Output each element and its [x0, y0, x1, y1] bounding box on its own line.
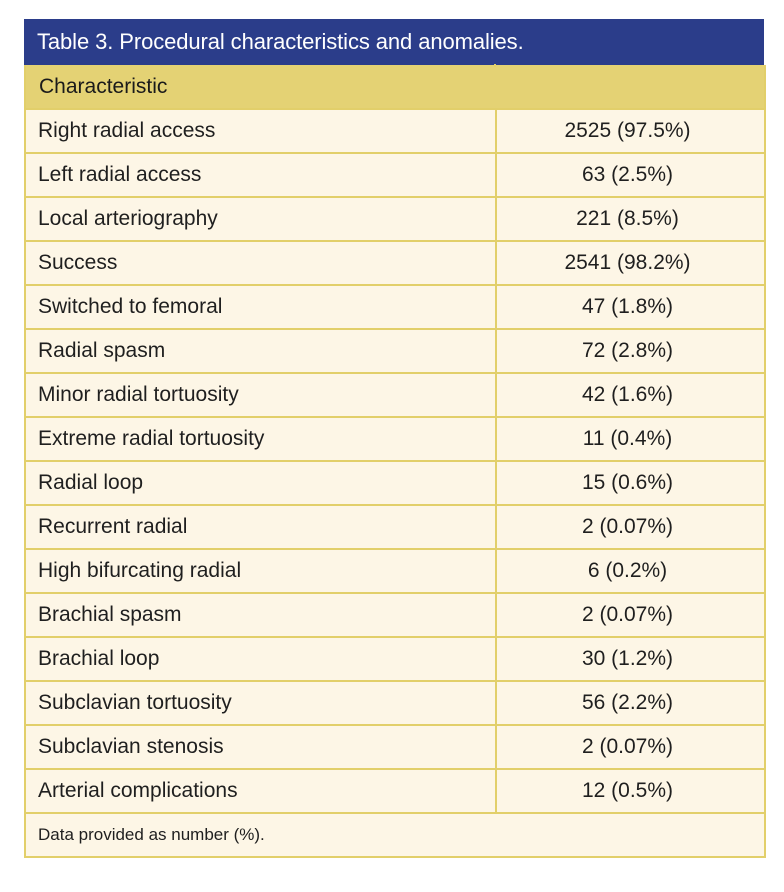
- row-value: 2 (0.07%): [496, 725, 765, 769]
- row-label: Right radial access: [25, 109, 496, 153]
- row-value: 6 (0.2%): [496, 549, 765, 593]
- table-row: [25, 417, 765, 461]
- row-value: 2 (0.07%): [496, 505, 765, 549]
- table-title: Table 3. Procedural characteristics and anomalies.: [37, 29, 524, 54]
- row-label: Brachial loop: [25, 637, 496, 681]
- table-row: [25, 461, 765, 505]
- row-label: Left radial access: [25, 153, 496, 197]
- row-label: Success: [25, 241, 496, 285]
- row-label: Local arteriography: [25, 197, 496, 241]
- row-label: High bifurcating radial: [25, 549, 496, 593]
- table-row: [25, 725, 765, 769]
- row-value: 2541 (98.2%): [496, 241, 765, 285]
- row-label: Switched to femoral: [25, 285, 496, 329]
- table-row: [25, 637, 765, 681]
- row-label: Radial spasm: [25, 329, 496, 373]
- table-row: [25, 505, 765, 549]
- table-row: [25, 681, 765, 725]
- row-value: 15 (0.6%): [496, 461, 765, 505]
- row-label: Extreme radial tortuosity: [25, 417, 496, 461]
- row-value: 72 (2.8%): [496, 329, 765, 373]
- row-label: Minor radial tortuosity: [25, 373, 496, 417]
- table-row: [25, 549, 765, 593]
- row-value: 12 (0.5%): [496, 769, 765, 813]
- row-value: 63 (2.5%): [496, 153, 765, 197]
- footnote-row: [25, 813, 765, 857]
- row-value: 2525 (97.5%): [496, 109, 765, 153]
- table-row: [25, 109, 765, 153]
- table-footnote: Data provided as number (%).: [25, 813, 765, 857]
- data-table: [24, 65, 766, 858]
- row-value: 30 (1.2%): [496, 637, 765, 681]
- table-row: [25, 373, 765, 417]
- row-label: Recurrent radial: [25, 505, 496, 549]
- row-value: 2 (0.07%): [496, 593, 765, 637]
- row-value: 42 (1.6%): [496, 373, 765, 417]
- row-value: 221 (8.5%): [496, 197, 765, 241]
- column-header-characteristic: Characteristic: [25, 65, 765, 109]
- row-value: 11 (0.4%): [496, 417, 765, 461]
- table-row: [25, 197, 765, 241]
- table-title-bar: [24, 19, 764, 65]
- divider-tick: [494, 64, 496, 67]
- row-value: 47 (1.8%): [496, 285, 765, 329]
- table-row: [25, 593, 765, 637]
- header-row: [25, 65, 765, 109]
- row-label: Subclavian tortuosity: [25, 681, 496, 725]
- row-label: Brachial spasm: [25, 593, 496, 637]
- row-label: Radial loop: [25, 461, 496, 505]
- table-row: [25, 285, 765, 329]
- row-value: 56 (2.2%): [496, 681, 765, 725]
- table-row: [25, 769, 765, 813]
- row-label: Arterial complications: [25, 769, 496, 813]
- table-row: [25, 153, 765, 197]
- table-row: [25, 241, 765, 285]
- row-label: Subclavian stenosis: [25, 725, 496, 769]
- table-row: [25, 329, 765, 373]
- procedural-characteristics-table: [24, 19, 764, 858]
